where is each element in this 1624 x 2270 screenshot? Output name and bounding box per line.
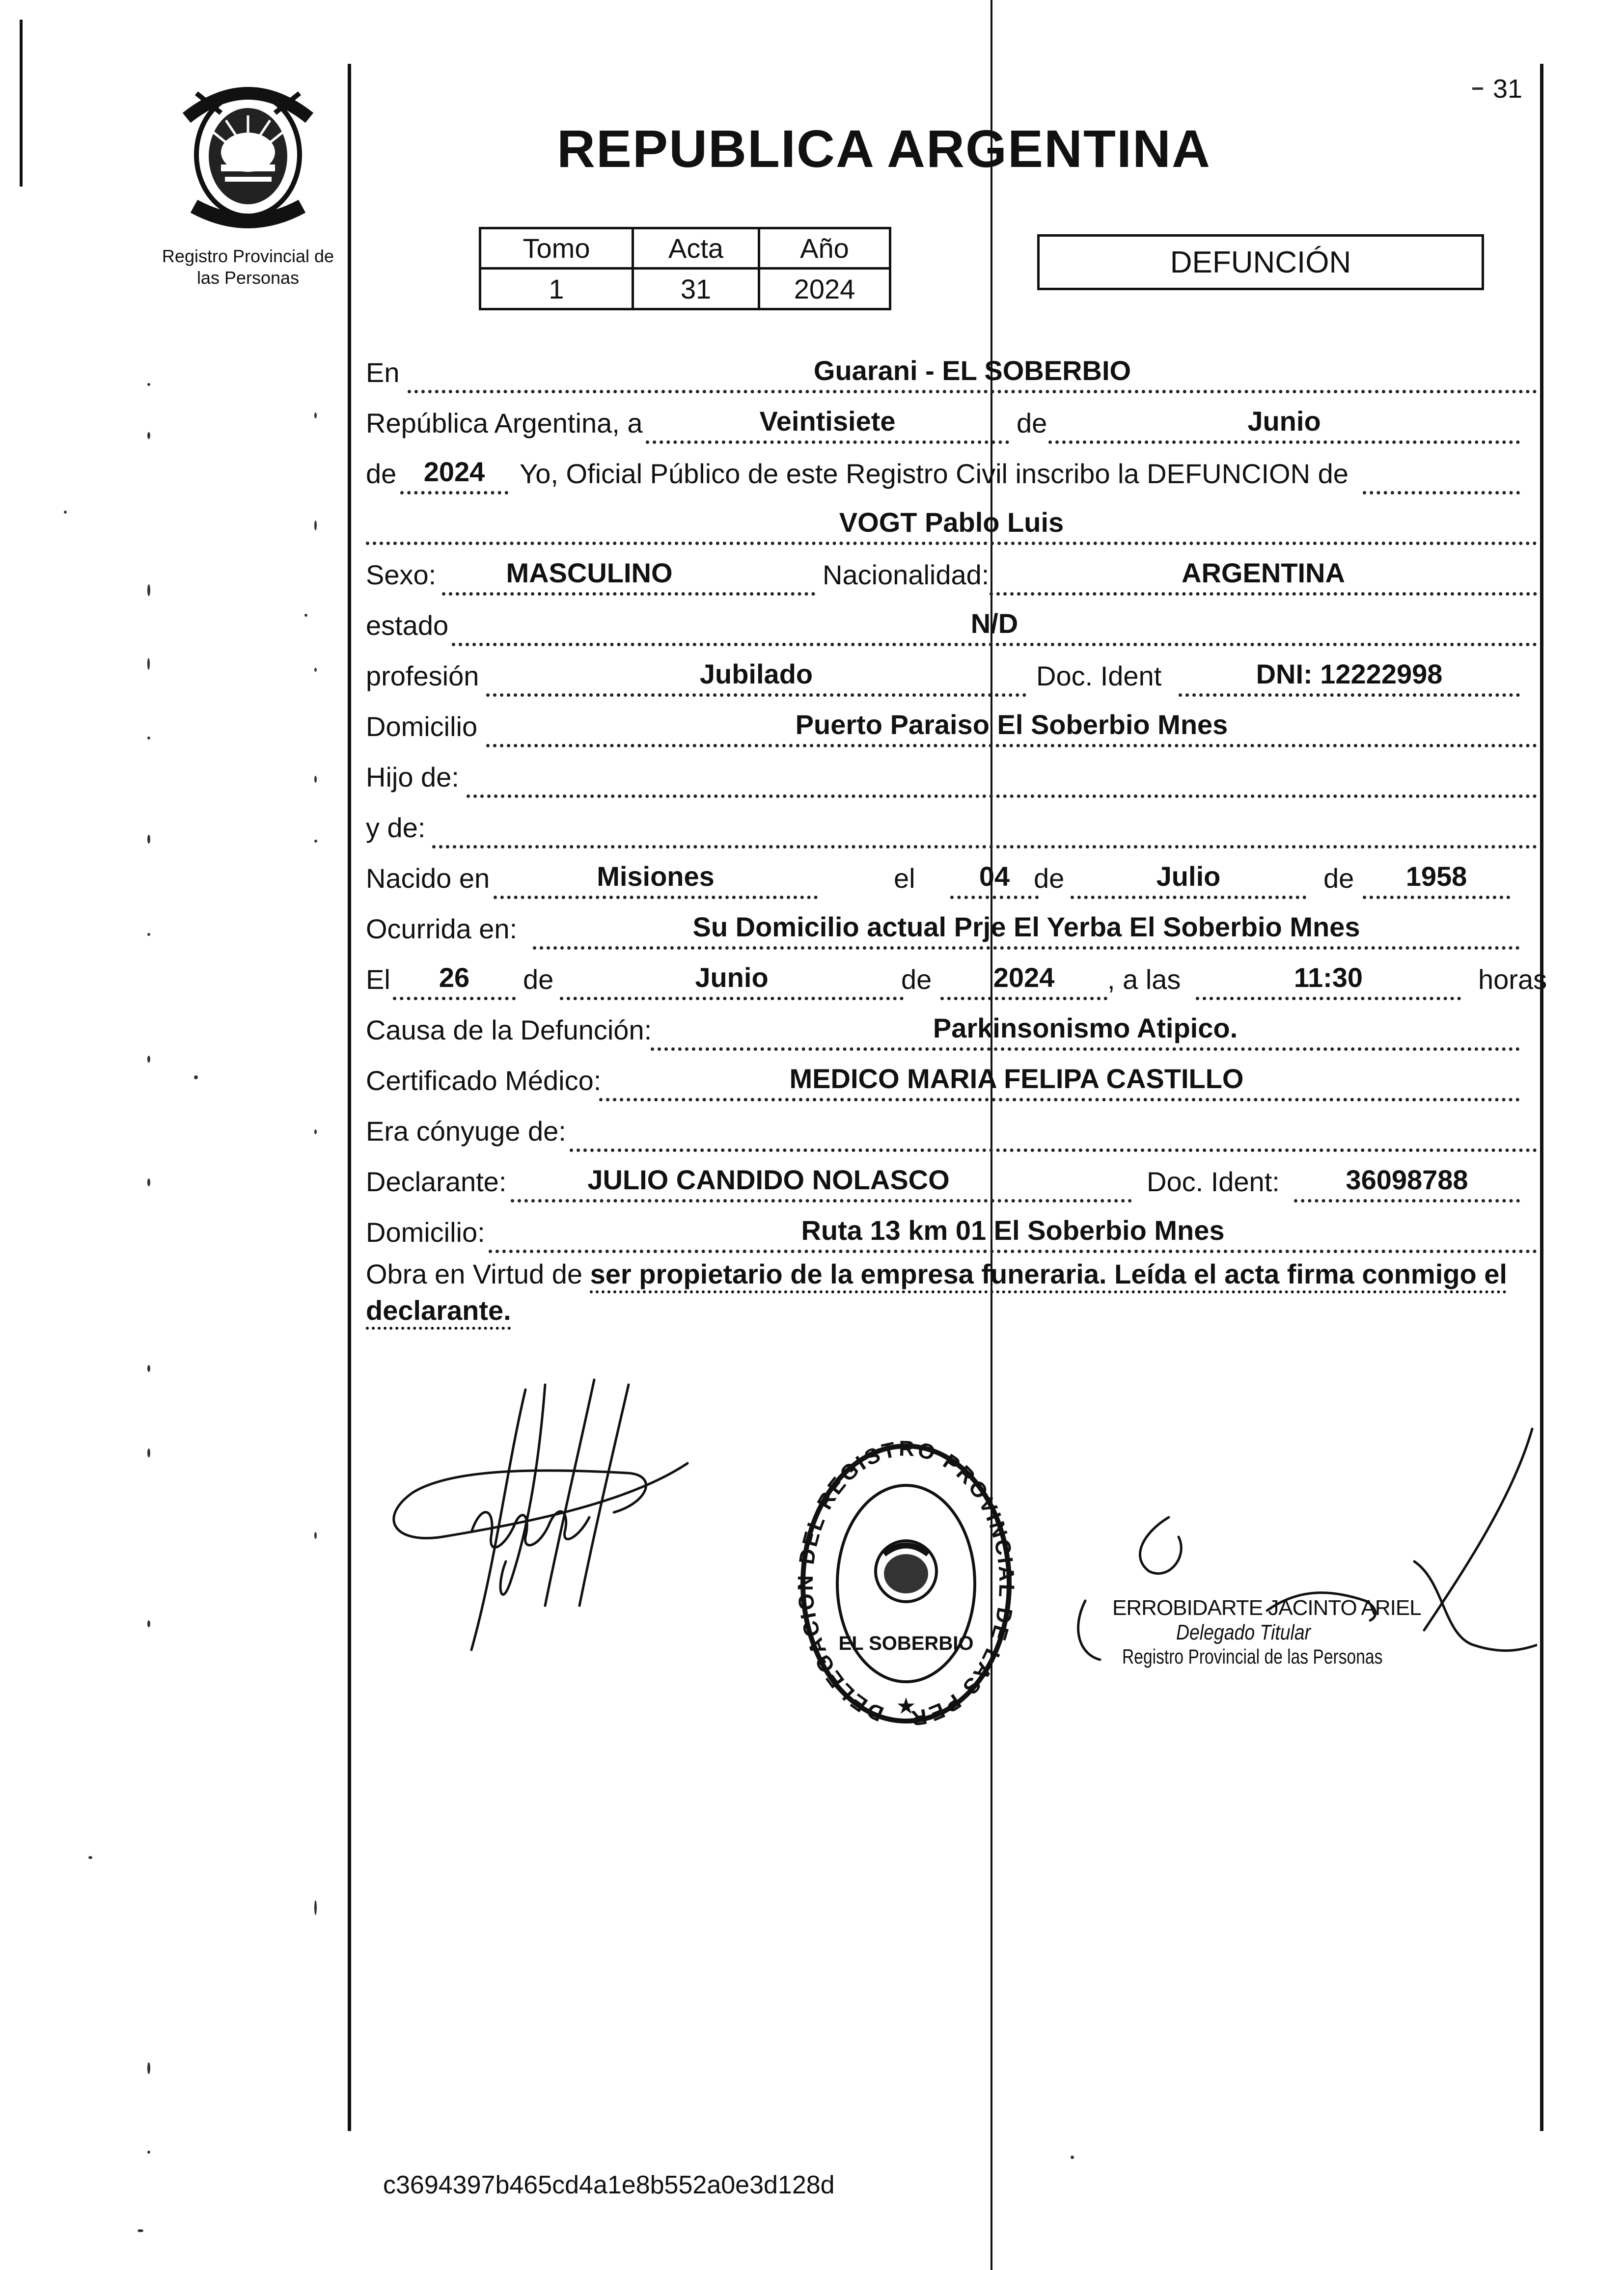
value-domicilio: Puerto Paraiso El Soberbio Mnes	[795, 709, 1228, 740]
label-republica: República Argentina, a	[366, 408, 643, 438]
row-domicilio	[363, 700, 1540, 751]
row-nombre	[363, 498, 1540, 549]
scan-speck	[314, 1129, 317, 1134]
scan-speck	[147, 737, 150, 739]
label-profesion: profesión	[366, 660, 479, 691]
document-hash: c3694397b465cd4a1e8b552a0e3d128d	[383, 2171, 835, 2199]
label-causa: Causa de la Defunción:	[366, 1014, 652, 1045]
row-causa	[363, 1004, 1540, 1055]
table-value-anio: 2024	[794, 273, 855, 304]
scan-speck	[147, 584, 150, 596]
scan-speck	[147, 1620, 150, 1627]
dotted-line	[467, 794, 1537, 798]
value-obra-line2: declarante.	[366, 1295, 511, 1326]
scan-speck	[314, 1900, 317, 1915]
right-border-line	[1540, 64, 1543, 2131]
dotted-line	[489, 1250, 1537, 1253]
label-def-de2: de	[901, 964, 932, 995]
dotted-line	[494, 896, 818, 899]
value-def-dia: 26	[439, 962, 470, 993]
record-type-box: DEFUNCIÓN	[1037, 234, 1484, 290]
scan-speck	[147, 1449, 150, 1457]
scan-speck	[147, 1365, 150, 1372]
scan-speck	[147, 933, 150, 936]
row-obra	[366, 1256, 1540, 1329]
dotted-line	[400, 491, 508, 494]
dotted-line	[1294, 1199, 1520, 1203]
reference-table	[479, 227, 891, 310]
value-def-hora: 11:30	[1294, 962, 1363, 993]
dotted-line	[442, 592, 815, 596]
page-number: 31	[1493, 74, 1523, 104]
row-ocurrida	[363, 903, 1540, 954]
value-lugar: Guarani - EL SOBERBIO	[813, 355, 1131, 386]
registrar-org: Registro Provincial de las Personas	[1122, 1645, 1383, 1668]
scan-speck	[1071, 2156, 1074, 2159]
scan-speck	[147, 1056, 150, 1063]
dotted-line	[1048, 440, 1520, 444]
label-estado: estado	[366, 610, 449, 641]
dotted-line	[940, 997, 1107, 1000]
label-nacido: Nacido en	[366, 863, 490, 894]
dotted-line	[393, 997, 516, 1000]
province-emblem	[167, 74, 329, 236]
value-ocurrida: Su Domicilio actual Prje El Yerba El Soberbio Mnes	[692, 911, 1360, 942]
label-alas: , a las	[1107, 964, 1181, 995]
value-anio: 2024	[423, 456, 485, 487]
scan-speck	[194, 1075, 198, 1079]
label-en: En	[366, 357, 400, 388]
scan-speck	[88, 1856, 92, 1859]
row-nacido	[363, 852, 1540, 903]
label-horas: horas	[1478, 964, 1547, 995]
scan-speck	[64, 511, 67, 514]
dotted-line	[570, 1149, 1537, 1152]
value-nombre: VOGT Pablo Luis	[839, 507, 1064, 538]
label-el: el	[894, 863, 915, 894]
dotted-line	[533, 946, 1520, 950]
org-name-line2: las Personas	[196, 268, 300, 288]
label-sexo: Sexo:	[366, 559, 437, 590]
value-obra-line1: ser propietario de la empresa funeraria. Leída el acta firma conmigo el	[590, 1258, 1507, 1289]
value-estado: N/D	[970, 608, 1018, 639]
registrar-name: ERROBIDARTE JACINTO ARIEL	[1112, 1596, 1421, 1620]
value-nac-mes: Julio	[1156, 861, 1221, 892]
value-nacionalidad: ARGENTINA	[1182, 557, 1345, 588]
dotted-line	[646, 440, 1009, 444]
label-nac-de1: de	[1034, 863, 1065, 894]
row-sexo	[363, 548, 1540, 600]
label-certificado: Certificado Médico:	[366, 1065, 602, 1096]
label-def-de1: de	[523, 964, 554, 995]
table-value-tomo: 1	[549, 273, 564, 304]
scan-speck	[147, 1178, 150, 1186]
scan-speck	[314, 776, 317, 783]
dotted-line	[651, 1047, 1520, 1051]
row-declarante	[363, 1155, 1540, 1206]
registrar-stamp-text	[1112, 1596, 1456, 1668]
value-mes: Junio	[1247, 406, 1321, 437]
scan-speck	[147, 2062, 150, 2074]
scan-speck	[147, 835, 150, 844]
left-border-line	[348, 64, 351, 2131]
label-de-anio: de	[366, 458, 397, 489]
stamp-center-text: EL SOBERBIO	[838, 1633, 974, 1654]
label-doc: Doc. Ident	[1036, 660, 1162, 691]
svg-text:★: ★	[896, 1693, 916, 1719]
value-def-anio: 2024	[993, 962, 1055, 993]
dotted-line	[990, 592, 1537, 596]
row-en	[363, 346, 1540, 397]
scan-speck	[147, 658, 150, 670]
value-def-mes: Junio	[695, 962, 769, 993]
org-name-line1: Registro Provincial de	[162, 246, 334, 266]
row-domicilio2	[363, 1206, 1540, 1257]
dotted-line	[432, 845, 1537, 848]
value-nac-dia: 04	[979, 861, 1010, 892]
row-hijo	[363, 751, 1540, 802]
value-sexo: MASCULINO	[506, 557, 673, 588]
value-domicilio2: Ruta 13 km 01 El Soberbio Mnes	[801, 1215, 1225, 1246]
dotted-line	[599, 1098, 1520, 1101]
official-round-stamp	[796, 1439, 1017, 1728]
dotted-line	[1179, 693, 1520, 697]
stamp-ring-text: DELEGACION DEL REGISTRO PROVINCIAL DE LAS PER	[796, 1439, 1017, 1728]
table-header-acta: Acta	[668, 233, 724, 264]
value-profesion: Jubilado	[699, 658, 813, 689]
value-nac-anio: 1958	[1405, 861, 1467, 892]
dotted-line	[1196, 997, 1461, 1000]
value-causa: Parkinsonismo Atipico.	[933, 1012, 1238, 1043]
scan-speck	[314, 668, 317, 672]
row-fecha-inscripcion	[363, 397, 1540, 448]
scan-speck	[304, 614, 307, 617]
value-nacido: Misiones	[597, 861, 715, 892]
dotted-line	[366, 542, 1537, 545]
label-el2: El	[366, 964, 390, 995]
label-domicilio2: Domicilio:	[366, 1217, 485, 1248]
scan-speck	[314, 1532, 317, 1539]
scan-speck	[147, 2151, 150, 2154]
dotted-line	[486, 744, 1537, 747]
dotted-line	[452, 643, 1537, 646]
scan-speck	[147, 432, 150, 439]
value-certificado: MEDICO MARIA FELIPA CASTILLO	[789, 1063, 1244, 1094]
label-declarante: Declarante:	[366, 1166, 507, 1197]
page-number-dash	[1472, 87, 1483, 90]
label-intro: Yo, Oficial Público de este Registro Civil inscribo la DEFUNCION de	[520, 458, 1349, 489]
scan-speck	[314, 520, 317, 530]
label-de: de	[1017, 408, 1047, 438]
scan-speck	[314, 412, 317, 418]
dotted-line	[1071, 896, 1306, 899]
document-title: REPUBLICA ARGENTINA	[557, 119, 1211, 178]
table-value-acta: 31	[680, 273, 712, 304]
label-decl-doc: Doc. Ident:	[1147, 1166, 1280, 1197]
label-ocurrida: Ocurrida en:	[366, 913, 518, 944]
dotted-line	[486, 693, 1026, 697]
value-decl-doc: 36098788	[1346, 1164, 1468, 1195]
row-profesion	[363, 650, 1540, 701]
dotted-line	[560, 997, 904, 1000]
value-dia: Veintisiete	[759, 406, 896, 437]
value-doc: DNI: 12222998	[1256, 658, 1443, 689]
dotted-line	[1363, 896, 1510, 899]
scan-edge-line	[20, 20, 23, 187]
declarant-signature	[383, 1375, 786, 1709]
dotted-line	[511, 1199, 1132, 1203]
scan-speck	[314, 840, 317, 843]
dotted-line	[1363, 491, 1520, 494]
row-certificado	[363, 1054, 1540, 1105]
scan-speck	[147, 383, 150, 386]
scan-speck	[138, 2229, 143, 2232]
label-conyuge: Era cónyuge de:	[366, 1116, 566, 1147]
label-yde: y de:	[366, 812, 426, 843]
registrar-role: Delegado Titular	[1176, 1620, 1311, 1644]
value-declarante: JULIO CANDIDO NOLASCO	[587, 1164, 950, 1195]
label-hijo: Hijo de:	[366, 762, 459, 793]
dotted-line	[950, 896, 1039, 899]
row-estado	[363, 599, 1540, 650]
label-nac-de2: de	[1323, 863, 1354, 894]
row-conyuge	[363, 1105, 1540, 1156]
label-obra: Obra en Virtud de	[366, 1258, 583, 1289]
table-header-anio: Año	[800, 233, 849, 264]
row-fecha-defuncion	[363, 953, 1547, 1004]
label-domicilio: Domicilio	[366, 711, 478, 742]
row-yde	[363, 801, 1540, 852]
dotted-line	[408, 390, 1537, 393]
label-nacionalidad: Nacionalidad:	[823, 559, 990, 590]
table-header-tomo: Tomo	[523, 233, 590, 264]
row-anio-intro	[363, 447, 1540, 498]
org-name	[138, 246, 358, 289]
